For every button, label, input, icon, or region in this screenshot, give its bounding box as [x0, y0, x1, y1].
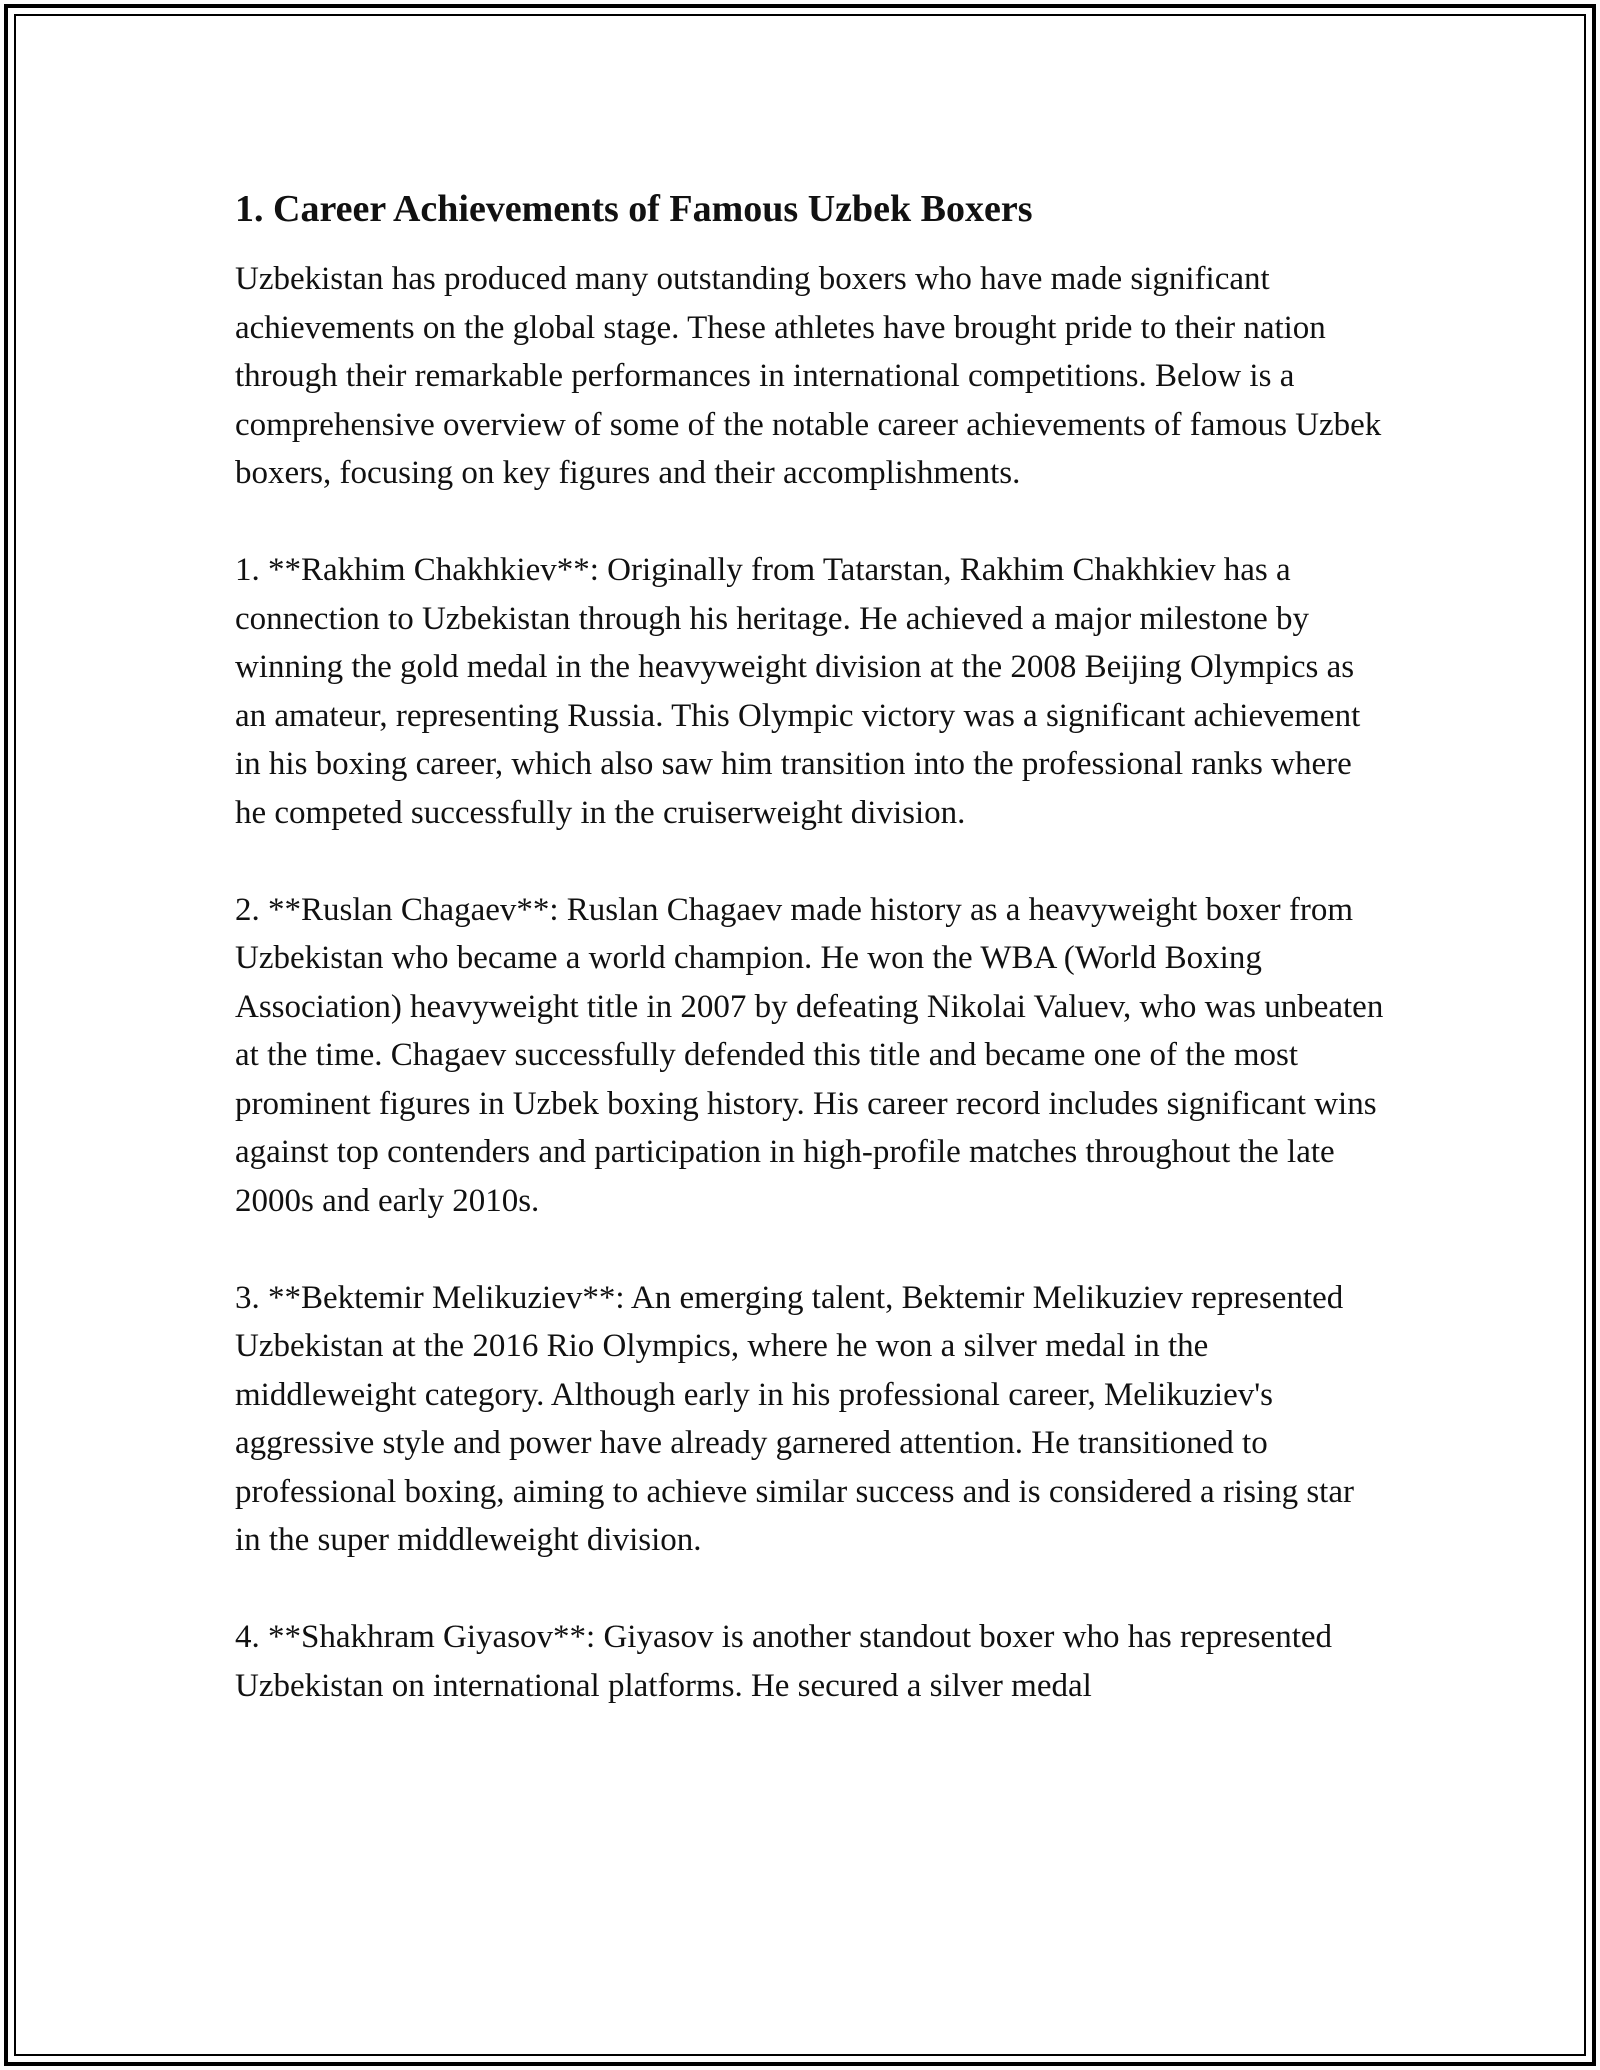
boxer-paragraph-chagaev: 2. **Ruslan Chagaev**: Ruslan Chagaev made history as a heavyweight boxer from Uzbekistan who became a world champion. He won the WBA (World Boxing Association) heavyweight title in 2007 by defeating Nikolai Valuev, who was unbeaten at the time. Chagaev successfully defended this title and became one of the most prominent figures in Uzbek boxing history. His career record includes significant wins against top contenders and participation in high-profile matches throughout the late 2000s and early 2010s. — [235, 891, 1384, 1219]
boxer-paragraph-giyasov: 4. **Shakhram Giyasov**: Giyasov is another standout boxer who has represented Uzbekistan on international platforms. He secured a silver medal — [235, 1619, 1333, 1704]
intro-paragraph: Uzbekistan has produced many outstanding boxers who have made significant achievements on the global stage. These athletes have brought pride to their nation through their remarkable performances in international competitions. Below is a comprehensive overview of some of the notable career achievements of famous Uzbek boxers, focusing on key figures and their accomplishments. — [235, 261, 1382, 491]
document-body — [235, 185, 1385, 1710]
boxer-paragraph-chakhkiev: 1. **Rakhim Chakhkiev**: Originally from Tatarstan, Rakhim Chakhkiev has a connection to Uzbekistan through his heritage. He achieved a major milestone by winning the gold medal in the heavyweight division at the 2008 Beijing Olympics as an amateur, representing Russia. This Olympic victory was a significant achievement in his boxing career, which also saw him transition into the professional ranks where he competed successfully in the cruiserweight division. — [235, 552, 1361, 831]
boxer-paragraph-melikuziev: 3. **Bektemir Melikuziev**: An emerging talent, Bektemir Melikuziev represented Uzbekistan at the 2016 Rio Olympics, where he won a silver medal in the middleweight category. Although early in his professional career, Melikuziev's aggressive style and power have already garnered attention. He transitioned to professional boxing, aiming to achieve similar success and is considered a rising star in the super middleweight division. — [235, 1279, 1354, 1558]
section-heading: 1. Career Achievements of Famous Uzbek Boxers — [235, 188, 1033, 230]
